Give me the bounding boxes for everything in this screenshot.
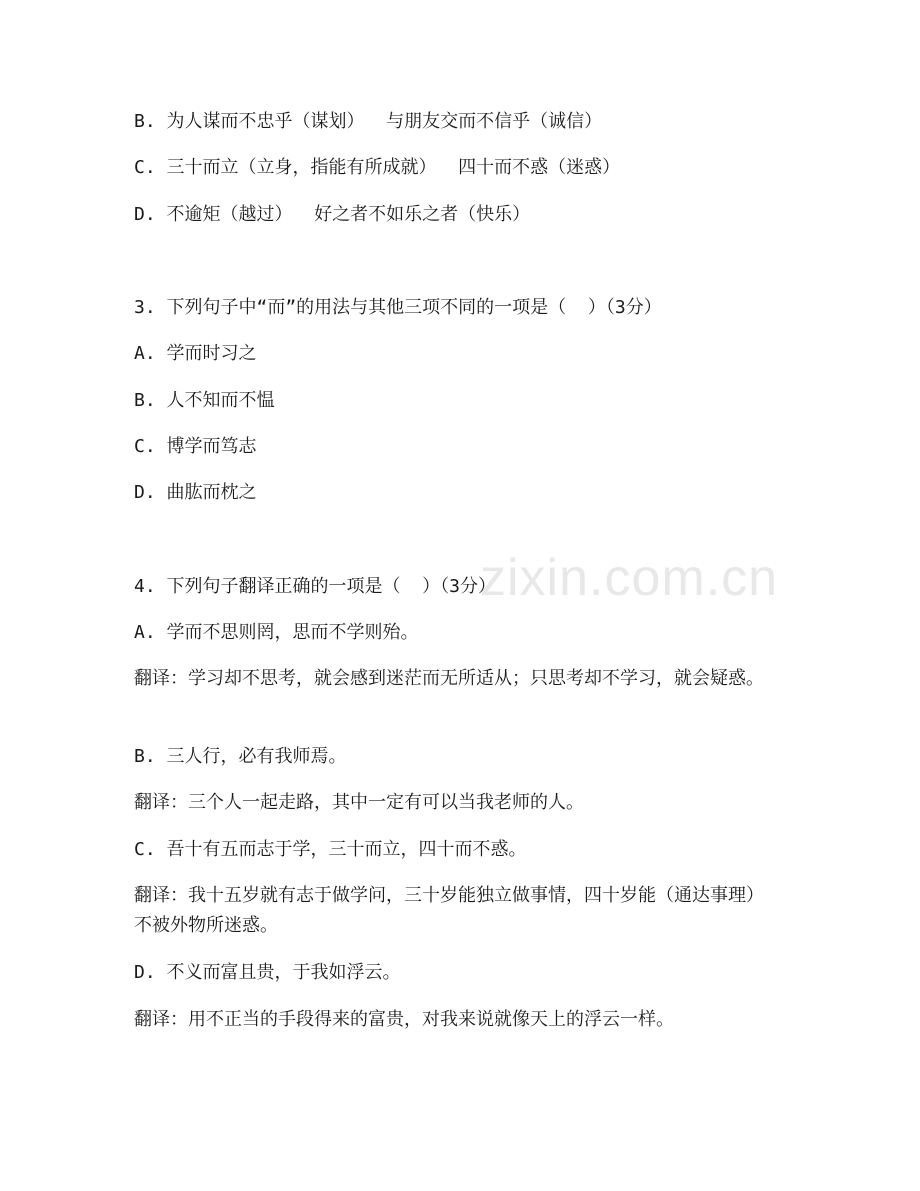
q4-option-a: A. 学而不思则罔，思而不学则殆。 bbox=[134, 622, 419, 643]
q3-option-b: B. 人不知而不愠 bbox=[134, 390, 275, 411]
q3-stem: 3. 下列句子中“而”的用法与其他三项不同的一项是（ ）（3分） bbox=[134, 297, 662, 318]
q2-option-b: B. 为人谋而不忠乎（谋划） 与朋友交而不信乎（诚信） bbox=[134, 111, 603, 132]
q3-option-a: A. 学而时习之 bbox=[134, 343, 257, 364]
q4-option-d-translation: 翻译：用不正当的手段得来的富贵，对我来说就像天上的浮云一样。 bbox=[134, 1009, 674, 1030]
q3-option-c: C. 博学而笃志 bbox=[134, 436, 257, 457]
site-watermark: zixin.com.cn bbox=[480, 549, 779, 607]
q3-option-d: D. 曲肱而枕之 bbox=[134, 482, 257, 503]
q2-option-c: C. 三十而立（立身，指能有所成就） 四十而不惑（迷惑） bbox=[134, 157, 621, 178]
q4-option-b-translation: 翻译：三个人一起走路，其中一定有可以当我老师的人。 bbox=[134, 792, 584, 813]
q4-stem: 4. 下列句子翻译正确的一项是（ ）（3分） bbox=[134, 576, 497, 597]
q4-option-b: B. 三人行，必有我师焉。 bbox=[134, 746, 347, 767]
q2-option-d: D. 不逾矩（越过） 好之者不如乐之者（快乐） bbox=[134, 204, 531, 225]
q4-option-c: C. 吾十有五而志于学，三十而立，四十而不惑。 bbox=[134, 839, 527, 860]
q4-option-c-translation: 翻译：我十五岁就有志于做学问，三十岁能独立做事情，四十岁能（通达事理）不被外物所迷惑。 bbox=[134, 885, 764, 936]
q4-option-d: D. 不义而富且贵，于我如浮云。 bbox=[134, 962, 401, 983]
q4-option-a-translation: 翻译：学习却不思考，就会感到迷茫而无所适从；只思考却不学习，就会疑惑。 bbox=[134, 668, 764, 689]
